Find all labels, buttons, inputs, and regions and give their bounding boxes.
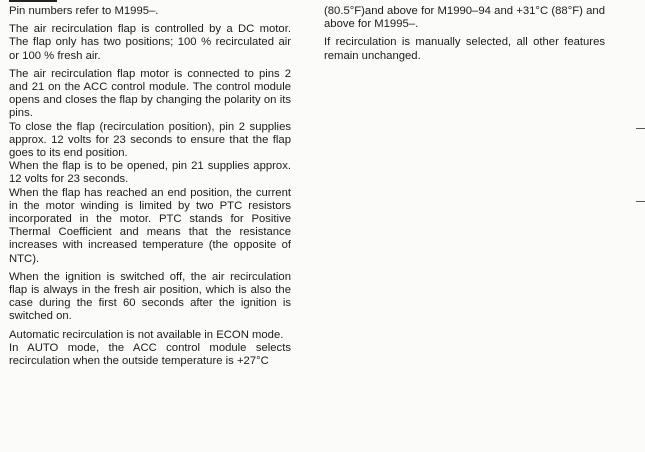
auto-mode-paragraph: In AUTO mode, the ACC control module selects recirculation when the outside temperature is +27°C [9,341,291,368]
open-flap-paragraph: When the flap is to be opened, pin 21 supplies approx. 12 volts for 23 seconds. [9,160,291,186]
temperature-continuation: (80.5°F)and above for M1990–94 and +31°C (88°F) and above for M1995–. [324,5,605,31]
right-column [324,5,605,68]
motor-connection-paragraph: The air recirculation flap motor is connected to pins 2 and 21 on the ACC control module. The control module opens and closes the flap by changing the polarity on its pins. [9,67,291,120]
edge-mark [636,201,645,202]
econ-mode-paragraph: Automatic recirculation is not available in ECON mode. [9,328,284,341]
ignition-off-paragraph: When the ignition is switched off, the air recirculation flap is always in the fresh air position, which is also the case during the first 60 seconds after the ignition is switched on. [9,270,291,323]
close-flap-paragraph: To close the flap (recirculation position), pin 2 supplies approx. 12 volts for 23 seconds to ensure that the flap goes to its end position. [9,120,291,160]
ptc-paragraph: When the flap has reached an end position, the current in the motor winding is limited by two PTC resistors incorporated in the motor. PTC stands for Positive Thermal Coefficient and means that the resistance increases with increased temperature (the opposite of NTC). [9,186,291,265]
edge-mark [636,128,645,129]
left-column [9,5,291,368]
flap-description: The air recirculation flap is controlled by a DC motor. The flap only has two positions; 100 % recirculated air or 100 % fresh air. [9,23,291,62]
pin-numbers-note: Pin numbers refer to M1995–. [9,5,159,17]
top-rule [9,0,57,2]
manual-recirculation-paragraph: If recirculation is manually selected, all other features remain unchanged. [324,36,605,62]
